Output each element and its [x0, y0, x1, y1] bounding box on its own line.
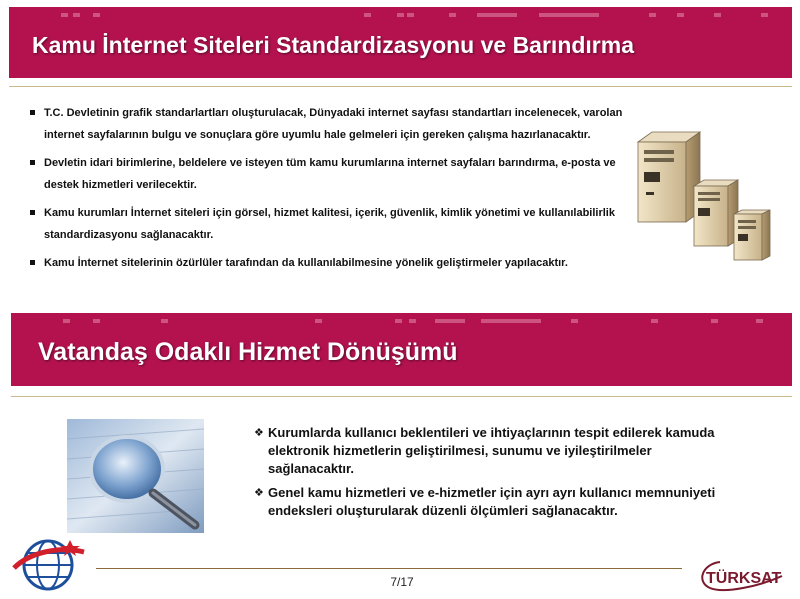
page-number: 7/17	[390, 575, 414, 589]
section1-bullet-2: Devletin idari birimlerine, beldelere ve isteyen tüm kamu kurumlarına internet sayfaları barındırma, e-posta ve destek hizmetleri verilecektir.	[30, 152, 630, 196]
section1-bullet-3: Kamu kurumları İnternet siteleri için görsel, hizmet kalitesi, içerik, güvenlik, kimlik yönetimi ve kullanılabilirlik standardizasyonu sağlanacaktır.	[30, 202, 630, 246]
section2-bullets	[254, 424, 724, 526]
turksat-logo-text: TÜRKSAT	[706, 570, 782, 587]
globe-logo-icon	[10, 532, 90, 594]
section2-bullet-1: ❖ Kurumlarda kullanıcı beklentileri ve ihtiyaçlarının tespit edilerek kamuda elektronik hizmetlerin geliştirilmesi, sunumu ve iyileştirilmeler sağlanacaktır.	[254, 424, 724, 478]
section1-title: Kamu İnternet Siteleri Standardizasyonu ve Barındırma	[32, 32, 634, 58]
section2-bullet-2: ❖ Genel kamu hizmetleri ve e-hizmetler için ayrı ayrı kullanıcı memnuniyeti endeksleri oluşturularak düzenli ölçümleri sağlanacaktır.	[254, 484, 724, 520]
server-icon	[632, 128, 777, 262]
section2-header	[11, 313, 792, 386]
turksat-logo-icon	[690, 552, 790, 594]
section2-rule	[11, 396, 792, 397]
footer-rule	[96, 568, 682, 569]
section1-bullets	[30, 102, 630, 280]
section1-bullet-4: Kamu İnternet sitelerinin özürlüler tarafından da kullanılabilmesine yönelik geliştirmeler yapılacaktır.	[30, 252, 630, 274]
section1-bullet-1: T.C. Devletinin grafik standarlartları oluşturulacak, Dünyadaki internet sayfası standartları incelenecek, varolan internet sayfalarının bulgu ve sonuçlara göre uyumlu hale gelmeleri için gereken çalışma hazırlanacaktır.	[30, 102, 630, 146]
magnifier-icon	[67, 419, 204, 533]
section2-title: Vatandaş Odaklı Hizmet Dönüşümü	[38, 338, 458, 366]
section1-header	[9, 7, 792, 78]
header-dots	[9, 7, 792, 29]
section1-rule	[9, 86, 792, 87]
header-dots	[11, 313, 792, 335]
